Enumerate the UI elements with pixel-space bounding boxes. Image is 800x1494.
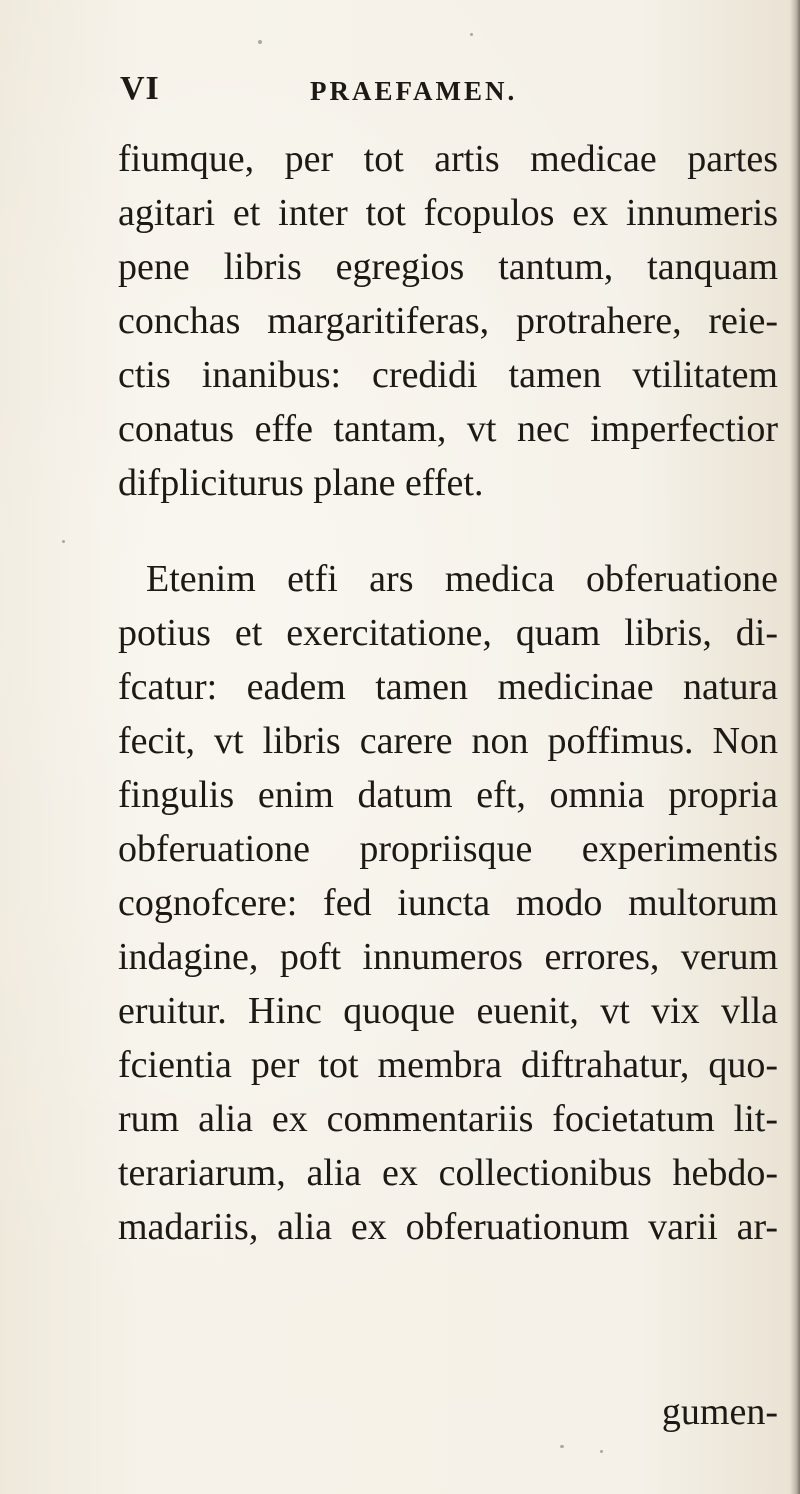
paper-speck bbox=[62, 540, 65, 543]
text-line: conchas margaritiferas, protrahere, reie- bbox=[118, 300, 778, 342]
catchword: gumen- bbox=[661, 1391, 778, 1433]
page-edge-shadow bbox=[790, 0, 800, 1494]
body-text bbox=[118, 132, 778, 1254]
text-line: agitari et inter tot fcopulos ex innumeris bbox=[118, 192, 778, 234]
text-line: potius et exercitatione, quam libris, di- bbox=[118, 612, 778, 654]
text-line: ctis inanibus: credidi tamen vtilitatem bbox=[118, 354, 778, 396]
text-line: Etenim etfi ars medica obferuatione bbox=[146, 558, 778, 600]
page-header bbox=[120, 70, 740, 120]
paragraph-gap bbox=[118, 510, 778, 552]
paragraph-1 bbox=[118, 132, 778, 510]
text-line: difpliciturus plane effet. bbox=[118, 462, 484, 504]
paragraph-2 bbox=[118, 552, 778, 1254]
text-line: eruitur. Hinc quoque euenit, vt vix vlla bbox=[118, 990, 778, 1032]
text-line: fiumque, per tot artis medicae partes bbox=[118, 138, 778, 180]
running-head: PRAEFAMEN. bbox=[310, 76, 518, 106]
text-line: rum alia ex commentariis focietatum lit- bbox=[118, 1098, 778, 1140]
paper-speck bbox=[600, 1450, 603, 1453]
text-line: pene libris egregios tantum, tanquam bbox=[118, 246, 778, 288]
text-line: fcientia per tot membra diftrahatur, quo- bbox=[118, 1044, 778, 1086]
text-line: conatus effe tantam, vt nec imperfectior bbox=[118, 408, 778, 450]
text-line: cognofcere: fed iuncta modo multorum bbox=[118, 882, 778, 924]
text-line: obferuatione propriisque experimentis bbox=[118, 828, 778, 870]
paper-speck bbox=[258, 40, 262, 44]
text-line: indagine, poft innumeros errores, verum bbox=[118, 936, 778, 978]
text-line: fcatur: eadem tamen medicinae natura bbox=[118, 666, 778, 708]
text-line: fecit, vt libris carere non poffimus. Non bbox=[118, 720, 778, 762]
paper-speck bbox=[470, 33, 473, 36]
text-line: madariis, alia ex obferuationum varii ar- bbox=[118, 1206, 778, 1248]
page-number: VI bbox=[120, 70, 160, 107]
paper-speck bbox=[560, 1445, 564, 1448]
text-line: terariarum, alia ex collectionibus hebdo- bbox=[118, 1152, 778, 1194]
text-line: fingulis enim datum eft, omnia propria bbox=[118, 774, 778, 816]
